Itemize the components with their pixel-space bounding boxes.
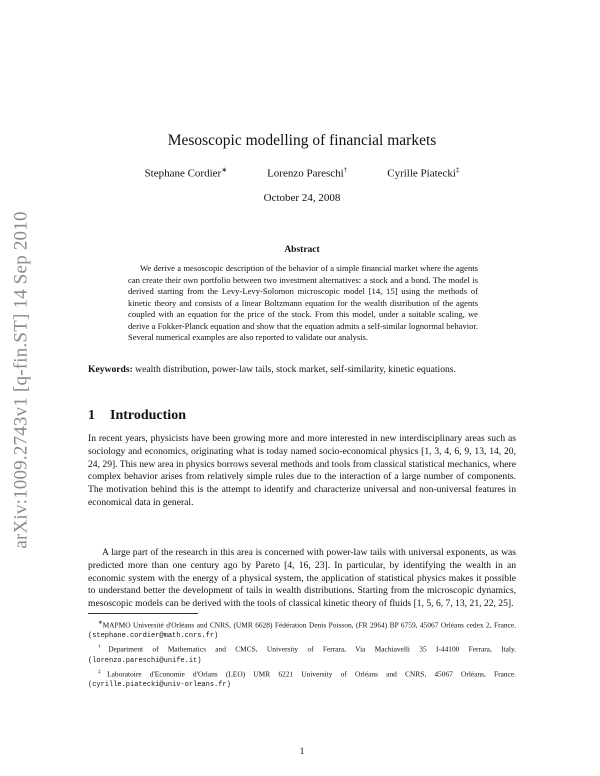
body-paragraph: In recent years, physicists have been growing more and more interested in new interdisciplinary areas such as sociology and economics, originating what is today named socio-economical physics [1, 3, 4, 6, 9, 13, 14, 20, 24, 29]. This new area in physics borrows several methods and tools from classical statistical mechanics, where complex behavior arises from relatively simple rules due to the interaction of a large number of components. The motivation behind this is the attempt to identify and characterize universal and non-universal features in economical data in general. <box>88 433 516 508</box>
body-paragraph: A large part of the research in this area is concerned with power-law tails with universal exponents, as was predicted more than one century ago by Pareto [4, 16, 23]. In particular, by identifying the wealth in an economic system with the energy of a physical system, the application of statistical physics makes it possible to understand better the development of tails in wealth distributions. Starting from the microscopic dynamics, mesoscopic models can be derived with the tools of classical kinetic theory of fluids [1, 5, 6, 7, 13, 21, 22, 25]. <box>88 547 516 610</box>
footnote: †Department of Mathematics and CMCS, University of Ferrara, Via Machiavelli 35 I-44100 Ferrara, Italy. (lorenzo.pareschi@unife.it) <box>88 644 517 665</box>
footnote: ‡Laboratoire d'Economie d'Orlans (LEO) UMR 6221 University of Orléans and CNRS, 45067 Orléans, France. (cyrille.piatecki@univ-orleans.fr) <box>88 668 516 690</box>
section-number: 1 <box>88 408 95 423</box>
keywords-label: Keywords: <box>88 364 133 375</box>
footnote-email: (cyrille.piatecki@univ-orleans.fr) <box>88 681 231 690</box>
footnote-email: (lorenzo.pareschi@unife.it) <box>88 656 202 665</box>
author: Cyrille Piatecki‡ <box>387 166 460 180</box>
footnote: ∗MAPMO Université d'Orléans and CNRS, (UMR 6628) Fédération Denis Poisson, (FR 2964) BP 6759, 45067 Orléans cedex 2, France. (stephane.cordier@math.cnrs.fr) <box>88 620 516 641</box>
paper-title: Mesoscopic modelling of financial markets <box>167 132 437 149</box>
footnote-rule <box>88 613 198 614</box>
paper-date: October 24, 2008 <box>263 192 341 204</box>
arxiv-stamp-text: arXiv:1009.2743v1 [q-fin.ST] 14 Sep 2010 <box>11 211 32 549</box>
arxiv-stamp <box>0 190 44 570</box>
author-list <box>88 166 516 180</box>
author: Lorenzo Pareschi† <box>267 166 348 180</box>
page-number: 1 <box>299 746 305 757</box>
footnotes <box>88 618 516 691</box>
abstract-body: We derive a mesoscopic description of the behavior of a simple financial market where the agents can create their own portfolio between two investment alternatives: a stock and a bond. The model is derived starting from the Levy-Levy-Solomon microscopic model [14, 15] using the methods of kinetic theory and consists of a linear Boltzmann equation for the wealth distribution of the agents coupled with an equation for the price of the stock. From this model, under a suitable scaling, we derive a Fokker-Planck equation and show that the equation admits a self-similar lognormal behavior. Several numerical examples are also reported to validate our analysis. <box>128 263 478 342</box>
keywords <box>88 364 516 377</box>
section-title: Introduction <box>110 408 186 423</box>
author: Stephane Cordier∗ <box>144 166 228 180</box>
abstract-heading: Abstract <box>284 245 320 255</box>
section-heading <box>88 408 516 424</box>
footnote-email: (stephane.cordier@math.cnrs.fr) <box>88 632 219 641</box>
keywords-text: wealth distribution, power-law tails, stock market, self-similarity, kinetic equations. <box>135 364 456 375</box>
